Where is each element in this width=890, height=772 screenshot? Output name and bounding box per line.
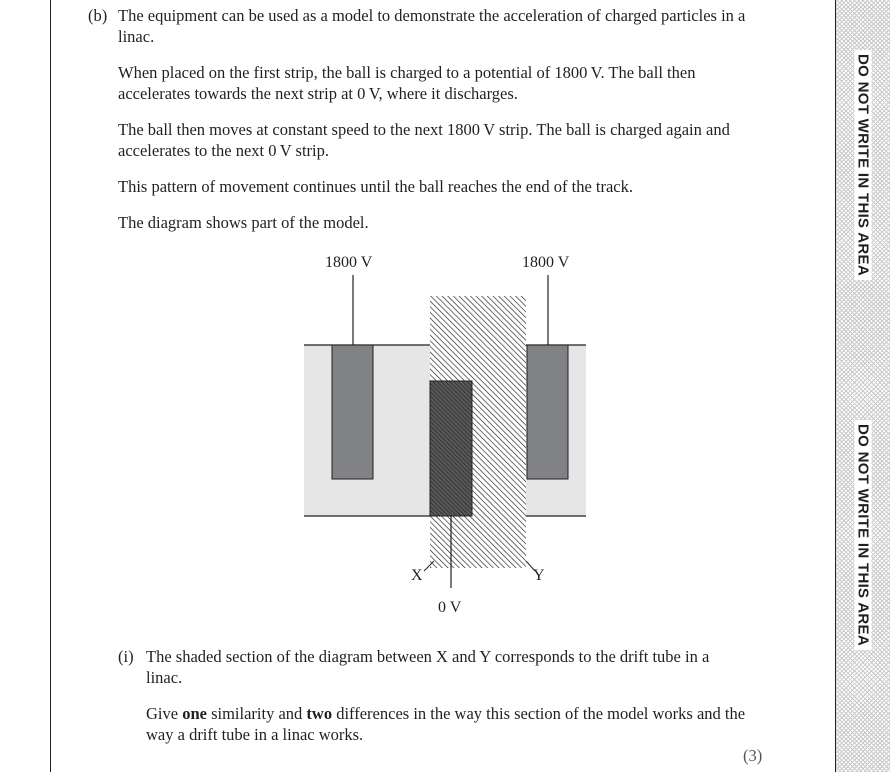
paragraph-3: This pattern of movement continues until the ball reaches the end of the track.	[118, 177, 633, 196]
subquestion-instruction	[146, 703, 746, 745]
label-0v: 0 V	[438, 599, 462, 616]
linac-model-diagram	[300, 245, 600, 625]
page-left-border	[50, 0, 51, 772]
instruction-part-3: similarity and	[206, 704, 307, 723]
subquestion-label: (i)	[118, 647, 134, 666]
instruction-part-1: Give	[146, 704, 183, 723]
label-y: Y	[533, 567, 545, 584]
left-strip-1800v	[332, 345, 373, 479]
right-strip-1800v	[527, 345, 568, 479]
instruction-emphasis-two: two	[306, 704, 333, 723]
label-left-1800v: 1800 V	[325, 254, 373, 271]
margin-warning-bottom: DO NOT WRITE IN THIS AREA	[855, 420, 872, 650]
question-intro: The equipment can be used as a model to demonstrate the acceleration of charged particles in a linac.	[118, 6, 746, 46]
part-label: (b)	[88, 6, 108, 25]
instruction-part-5: differences in the way this section of the model works and the way a drift tube in a linac works.	[146, 704, 746, 744]
instruction-emphasis-one: one	[182, 704, 207, 723]
paragraph-2: The ball then moves at constant speed to the next 1800 V strip. The ball is charged again and accelerates to the next 0 V strip.	[118, 120, 730, 160]
margin-warning-top: DO NOT WRITE IN THIS AREA	[855, 50, 872, 280]
paragraph-4: The diagram shows part of the model.	[118, 213, 369, 232]
marks-available: (3)	[743, 746, 763, 765]
label-x: X	[411, 567, 423, 584]
subquestion-text: The shaded section of the diagram between X and Y corresponds to the drift tube in a linac.	[146, 647, 710, 687]
paragraph-1: When placed on the first strip, the ball is charged to a potential of 1800 V. The ball then accelerates towards the next strip at 0 V, where it discharges.	[118, 63, 696, 103]
label-right-1800v: 1800 V	[522, 254, 570, 271]
middle-strip-0v	[430, 381, 472, 516]
